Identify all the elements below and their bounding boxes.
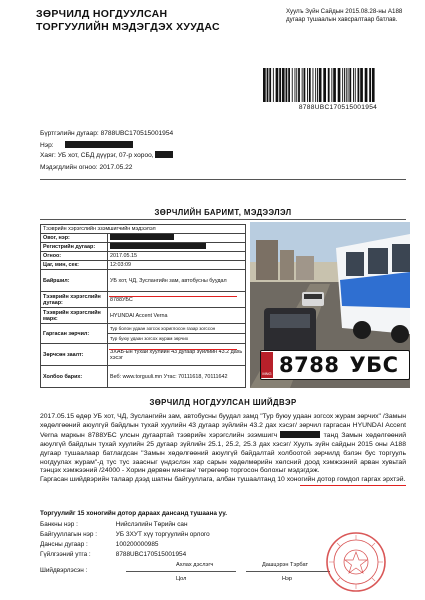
table-row-label: Овог, нэр: xyxy=(41,234,108,243)
barcode-bar xyxy=(349,68,351,102)
barcode-bar xyxy=(282,68,285,102)
evidence-table xyxy=(40,224,246,388)
barcode xyxy=(262,68,404,102)
table-row-label: Холбоо барих: xyxy=(41,366,108,388)
barcode-bar xyxy=(372,68,375,102)
decision-section-title: ЗӨРЧИЛД НОГДУУЛСАН ШИЙДВЭР xyxy=(149,398,297,407)
table-row-value: Тур буюу удаан зогсох журам зөрчих xyxy=(108,334,246,344)
org-row xyxy=(40,531,210,538)
barcode-bar xyxy=(365,68,368,102)
reference-value: 8788UBC170515001954 xyxy=(115,551,187,558)
table-row-value: HYUNDAI Accent Verna xyxy=(108,308,246,324)
plate-country: MNG xyxy=(262,371,272,376)
barcode-bar xyxy=(267,68,269,102)
name-label: Нэр: xyxy=(40,142,54,149)
table-row-value xyxy=(108,243,246,252)
decision-paragraph-1b: танд Замын хөдөлгөөний аюулгүй байдлын тухай хуулийн 25 дугаар зүйлийн 25.1, 25.2, 25.3 дах хэсэг/ Хуулъ зүйн сайдын 2015 оны А188 дугаар тушаалаар батлагдсан "Замын хөдөлгөөний аюулгүй байдалтай холбоотой зөрчилд бэлэн бус торгууль ногдуулах журам"-д тус тус заасныг үндэслэн хар сарын хөдөлмөрийн хөлсний доод хэмжээний арван хувьтай тэнцэх хэмжээний /24000 - Хорин дөрвөн мянган/ төгрөгөөр торгосон болохыг мэдэгдэж. xyxy=(40,431,407,475)
barcode-bar xyxy=(342,68,343,102)
address-row xyxy=(40,151,173,159)
divider xyxy=(40,179,406,180)
barcode-bar xyxy=(346,68,347,102)
address-value: УБ хот, СБД дүүрэг, 07-р хороо, xyxy=(57,152,154,159)
table-row-label: Байршил: xyxy=(41,270,108,292)
name-caption: Нэр xyxy=(282,576,293,582)
highlight-underline xyxy=(109,349,237,350)
notify-date-row xyxy=(40,164,132,171)
notify-date-value: 2017.05.22 xyxy=(99,164,133,171)
table-header: Тээврийн хэрэгслийн эзэмшигчийн мэдээлэл xyxy=(41,225,246,234)
barcode-bar xyxy=(315,68,316,102)
barcode-bar xyxy=(360,68,363,102)
decision-paragraph-2: Гаргасан шийдвэрийн талаар дээд шатны байгууллага, албан тушаалтанд 10 хоногийн дотор гомдол гаргах эрхтэй. xyxy=(40,476,406,484)
barcode-bar xyxy=(355,68,356,102)
regulation-note: Хуулъ Зүйн Сайдын 2015.08.28-ны А188 дугаар тушаалын хавсралтаар батлав. xyxy=(286,8,403,23)
evidence-photo xyxy=(250,222,410,388)
table-row-value: Веб: www.torguuli.mn Утас: 70111618, 70111642 xyxy=(108,366,246,388)
barcode-bar xyxy=(348,68,349,102)
officer-name: Дашцэрэн Тэрбат xyxy=(262,562,309,568)
barcode-bar xyxy=(323,68,326,102)
barcode-bar xyxy=(319,68,322,102)
evidence-section-title: ЗӨРЧЛИЙН БАРИМТ, МЭДЭЭЛЭЛ xyxy=(154,208,292,217)
table-row-value: 2017.05.15 xyxy=(108,252,246,261)
registration-row xyxy=(40,130,173,137)
table-row-value: ЗХАБ-ын тухай хуулийн 43 дугаар зүйлийн 43.2 дахь хэсэг xyxy=(108,344,246,366)
document-title-line2: ТОРГУУЛИЙН МЭДЭГДЭХ ХУУДАС xyxy=(36,21,220,33)
barcode-bar xyxy=(331,68,332,102)
barcode-bar xyxy=(304,68,306,102)
barcode-bar xyxy=(276,68,279,102)
barcode-bar xyxy=(309,68,311,102)
name-row xyxy=(40,141,133,149)
payment-heading: Торгуулийг 15 хоногийн дотор дараах дансанд тушаана уу. xyxy=(40,510,227,517)
highlight-underline xyxy=(300,485,406,486)
barcode-bar xyxy=(296,68,297,102)
reference-label: Гүйлгээний утга : xyxy=(40,551,91,558)
officer-rank: Ахлах дэслэгч xyxy=(176,562,214,568)
table-row-label: Регистрийн дугаар: xyxy=(41,243,108,252)
bank-row xyxy=(40,521,188,528)
account-row xyxy=(40,541,158,548)
barcode-bar xyxy=(369,68,371,102)
table-row-value: УБ хот, ЧД, Зуслангийн зам, автобусны буудал xyxy=(108,270,246,292)
barcode-bar xyxy=(263,68,266,102)
org-label: Байгууллагын нэр : xyxy=(40,531,98,538)
name-signature-line xyxy=(246,571,330,572)
account-value: 100200000985 xyxy=(115,541,159,548)
plate-letters: УБС xyxy=(349,353,399,377)
barcode-bar xyxy=(333,68,336,102)
table-row-value: 8788УБС xyxy=(108,292,246,308)
registration-label: Бүртгэлийн дугаар: xyxy=(40,130,99,137)
notify-date-label: Мэдэгдлийн огноо: xyxy=(40,164,98,171)
address-label: Хаяг: xyxy=(40,152,56,159)
divider xyxy=(40,219,406,220)
decision-paragraph-1: 2017.05.15 өдөр УБ хот, ЧД, Зуслангийн зам, автобусны буудал замд "Тур буюу удаан зогсох журам зөрчих" /Замын хөдөлгөөний аюулгүй байдлын тухай хуулийн 43 дугаар зүйлийн 43.2 дах хэсэг/ зөрчил гаргасан HYUNDAI Accent Verna маркын 8788УБС улсын дугаартай тээврийн хэрэгслийн эзэмшигч xyxy=(40,413,406,439)
plate-number: 8788 xyxy=(279,353,340,377)
barcode-bar xyxy=(288,68,290,102)
table-row-label: Тээврийн хэрэгслийн дугаар: xyxy=(41,292,108,308)
officer-label: Шийдвэрлэсэн : xyxy=(40,567,88,574)
redacted-register xyxy=(110,243,206,249)
official-seal-stamp xyxy=(324,530,388,594)
barcode-bar xyxy=(328,68,330,102)
rank-signature-line xyxy=(126,571,236,572)
barcode-bar xyxy=(269,68,271,102)
bank-label: Банкны нэр : xyxy=(40,521,78,528)
rank-caption: Цол xyxy=(176,576,187,582)
barcode-bar xyxy=(298,68,300,102)
redacted-name xyxy=(65,141,133,148)
barcode-bar xyxy=(338,68,341,102)
barcode-number: 8788UBC170515001954 xyxy=(298,104,378,111)
redacted-address xyxy=(155,151,173,158)
barcode-bar xyxy=(273,68,274,102)
barcode-bar xyxy=(313,68,314,102)
table-row-label: Цаг, мин, сек: xyxy=(41,261,108,270)
barcode-bar xyxy=(302,68,303,102)
license-plate xyxy=(260,350,410,380)
barcode-bar xyxy=(358,68,360,102)
barcode-bar xyxy=(344,68,345,102)
barcode-bar xyxy=(353,68,354,102)
account-label: Дансны дугаар : xyxy=(40,541,88,548)
table-row-label: Гаргасан зөрчил: xyxy=(41,324,108,344)
decision-text xyxy=(40,413,406,485)
table-row-label: Зөрчсөн заалт: xyxy=(41,344,108,366)
barcode-bar xyxy=(292,68,293,102)
barcode-bar xyxy=(307,68,308,102)
reference-row xyxy=(40,551,186,558)
bank-value: Нийслэлийн Төрийн сан xyxy=(115,521,188,528)
table-row-value: 12:03:09 xyxy=(108,261,246,270)
table-row-label: Огноо: xyxy=(41,252,108,261)
table-row-value xyxy=(108,234,246,243)
plate-flag-strip xyxy=(261,352,273,378)
barcode-bar xyxy=(286,68,288,102)
barcode-bar xyxy=(295,68,296,102)
highlight-underline xyxy=(109,296,237,297)
table-row-value: Тур болон удаан зогсох хориглосон газар зогссон xyxy=(108,324,246,334)
barcode-bar xyxy=(279,68,281,102)
org-value: УБ ЗХУТ хүү торгуулийн орлого xyxy=(115,531,210,538)
registration-value: 8788UBC170515001954 xyxy=(100,130,174,137)
barcode-bar xyxy=(317,68,318,102)
redacted-owner-name xyxy=(280,431,320,438)
document-title-line1: ЗӨРЧИЛД НОГДУУЛСАН xyxy=(36,8,168,20)
table-row-label: Тээврийн хэрэгслийн марк: xyxy=(41,308,108,324)
redacted-owner xyxy=(110,234,174,240)
